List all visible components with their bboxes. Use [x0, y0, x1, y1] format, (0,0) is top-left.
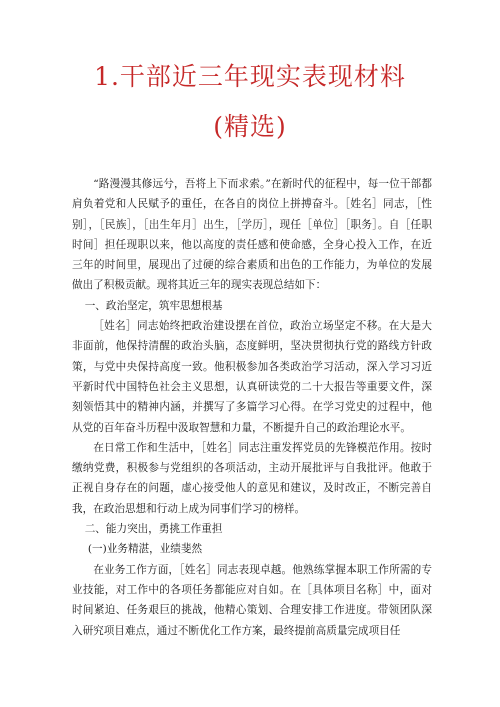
document-subtitle: (精选)	[213, 112, 287, 141]
document-body	[72, 174, 432, 641]
subsection-heading-business: (一)业务精湛，业绩斐然	[87, 543, 203, 556]
intro-paragraph: “路漫漫其修远兮，吾将上下而求索。”在新时代的征程中，每一位干部都肩负着党和人民赋予的重任，在各自的岗位上拼搏奋斗。［姓名］同志，［性别］，［民族］，［出生年月］出生，［学历］，现任［单位］［职务］。自［任职时间］担任现职以来，他以高度的责任感和使命感，全身心投入工作，在近三年的时间里，展现出了过硬的综合素质和出色的工作能力，为单位的发展做出了积极贡献。现将其近三年的现实表现总结如下：	[72, 178, 432, 292]
section1-paragraph-1: ［姓名］同志始终把政治建设摆在首位，政治立场坚定不移。在大是大非面前，他保持清醒的政治头脑，态度鲜明，坚决贯彻执行党的路线方针政策，与党中央保持高度一致。他积极参加各类政治学习活动，深入学习习近平新时代中国特色社会主义思想，认真研读党的二十大报告等重要文件，深刻领悟其中的精神内涵，并撰写了多篇学习心得。在学习党史的过程中，他从党的百年奋斗历程中汲取智慧和力量，不断提升自己的政治理论水平。	[72, 320, 432, 434]
document-title: 1.干部近三年现实表现材料	[94, 62, 406, 91]
section-heading-politics: 一、政治坚定，筑牢思想根基	[84, 299, 223, 312]
subsection1-paragraph: 在业务工作方面，［姓名］同志表现卓越。他熟练掌握本职工作所需的专业技能，对工作中的各项任务都能应对自如。在［具体项目名称］中，面对时间紧迫、任务艰巨的挑战，他精心策划、合理安排工作进度。带领团队深入研究项目难点，通过不断优化工作方案，最终提前高质量完成项目任	[72, 563, 432, 637]
section1-paragraph-2: 在日常工作和生活中，［姓名］同志注重发挥党员的先锋模范作用。按时缴纳党费，积极参与党组织的各项活动，主动开展批评与自我批评。他敢于正视自身存在的问题，虚心接受他人的意见和建议，及时改正，不断完善自我，在政治思想和行动上成为同事们学习的榜样。	[72, 441, 432, 515]
section-heading-ability: 二、能力突出，勇挑工作重担	[84, 523, 223, 536]
